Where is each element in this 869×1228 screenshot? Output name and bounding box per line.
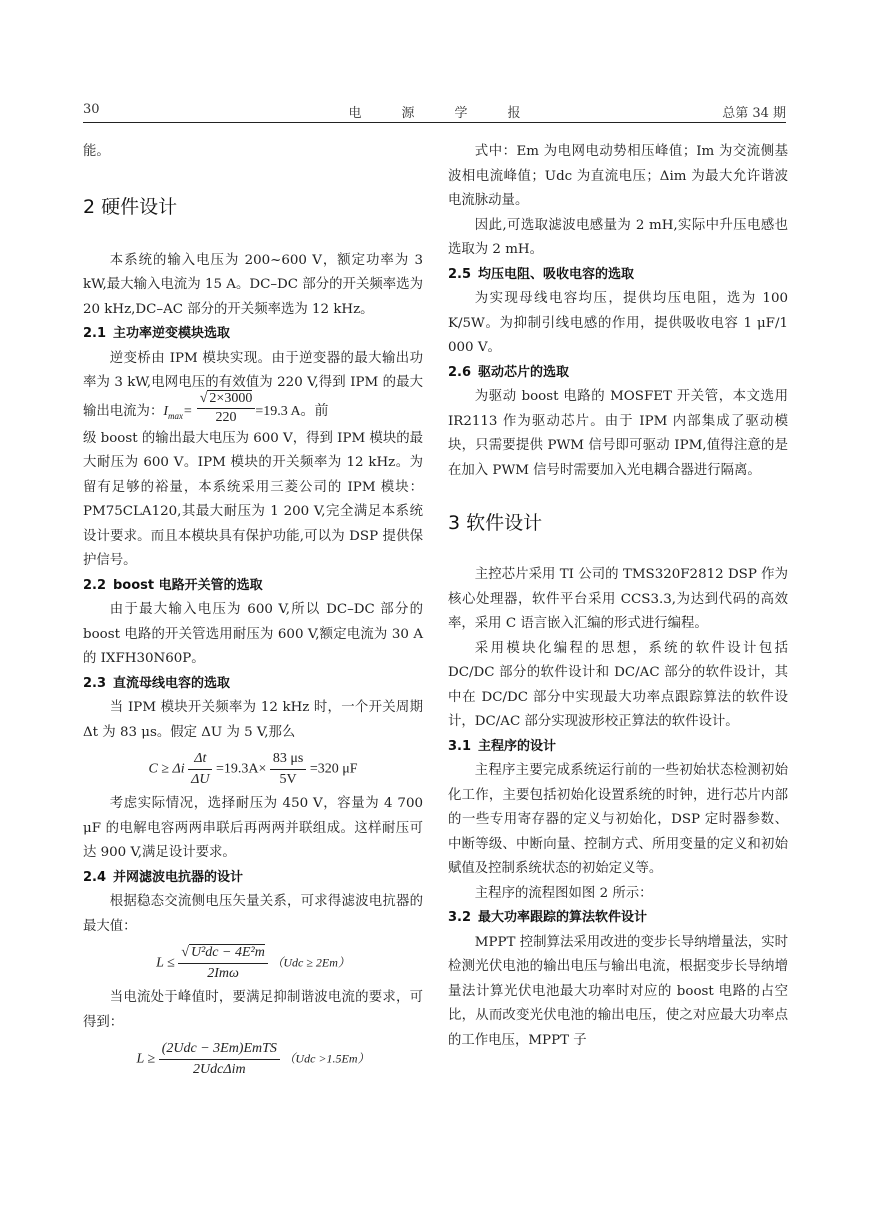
eq-subscript: max	[168, 410, 184, 421]
paragraph	[83, 347, 423, 427]
paragraph: 当电流处于峰值时，要满足抑制谐波电流的要求，可得到：	[83, 990, 423, 1030]
paragraph: 级 boost 的输出最大电压为 600 V，得到 IPM 模块的最大耐压为 600 V。IPM 模块的开关频率为 12 kHz。为留有足够的裕量，本系统采用三菱公司的 IPM 模块：PM75CLA120,其最大耐压为 1 200 V,完全满足本系统设计要求。而且本模块具有保护功能,可以为 DSP 提供保护信号。	[83, 430, 423, 568]
subsection-heading	[448, 361, 788, 386]
eq-fraction	[270, 749, 306, 790]
paragraph: 为驱动 boost 电路的 MOSFET 开关管，本文选用 IR2113 作为驱动芯片。由于 IPM 内部集成了驱动模块，只需要提供 PWM 信号即可驱动 IPM,值得注意的是在加入 PWM 信号时需要加入光电耦合器进行隔离。	[448, 389, 788, 478]
eq-numerator: √ 2×3000	[197, 390, 256, 409]
subsection-heading	[83, 322, 423, 347]
equation-fraction	[197, 390, 256, 427]
paragraph-text: 逆变桥由 IPM 模块实现。由于逆变器的最大输出功率为 3 kW,电网电压的有效值为 220 V,得到 IPM 的最大输出电流为：	[83, 350, 423, 419]
page-header	[83, 100, 786, 123]
right-column	[448, 140, 788, 1053]
subsection-number: 2.3	[83, 675, 107, 691]
subsection-number: 3.2	[448, 910, 472, 925]
subsection-number: 2.1	[83, 326, 107, 341]
eq-condition: （Udc ≥ 2Em）	[271, 955, 350, 970]
eq-symbol: I	[163, 403, 169, 419]
page-number: 30	[83, 102, 100, 117]
issue-number: 总第 34 期	[722, 106, 786, 121]
paragraph: 主程序主要完成系统运行前的一些初始状态检测初始化工作，主要包括初始化设置系统的时钟，进行芯片内部的一些专用寄存器的定义与初始化，DSP 定时器参数、中断等级、中断向量、控制方式、所用变量的定义和初始赋值及控制系统状态的初始定义等。	[448, 763, 788, 876]
equation-result: =19.3 A。前	[255, 403, 329, 419]
paragraph: 由于最大输入电压为 600 V,所以 DC–DC 部分的 boost 电路的开关管选用耐压为 600 V,额定电流为 30 A 的 IXFH30N60P。	[83, 602, 423, 666]
eq-numerator: (2Udc − 3Em)EmTS	[159, 1039, 280, 1060]
subsection-heading	[448, 735, 788, 760]
eq-fraction	[178, 943, 268, 984]
equation-inductance-max	[83, 943, 423, 984]
journal-title: 电源学报	[348, 106, 561, 121]
paragraph: 当 IPM 模块开关频率为 12 kHz 时，一个开关周期 Δt 为 83 μs。假定 ΔU 为 5 V,那么	[83, 700, 423, 740]
eq-denominator: 5V	[279, 772, 297, 787]
eq-fraction	[188, 749, 212, 790]
subsection-number: 2.4	[83, 869, 107, 885]
section-heading: 2 硬件设计	[83, 195, 178, 218]
subsection-heading	[83, 574, 423, 599]
subsection-title: boost 电路开关管的选取	[113, 577, 263, 593]
eq-denominator: 220	[215, 409, 237, 425]
paragraph: 因此,可选取滤波电感量为 2 mH,实际中升压电感也选取为 2 mH。	[448, 217, 788, 257]
equation-capacitance	[83, 749, 423, 790]
left-column	[83, 140, 423, 1082]
eq-denominator: 2Imω	[207, 966, 239, 981]
eq-part: C ≥ Δi	[148, 761, 185, 777]
subsection-title: 驱动芯片的选取	[478, 364, 570, 380]
subsection-title: 最大功率跟踪的算法软件设计	[478, 910, 648, 925]
eq-numerator: 83 μs	[270, 749, 306, 770]
eq-condition: （Udc >1.5Em）	[283, 1051, 370, 1066]
paragraph: MPPT 控制算法采用改进的变步长导纳增量法，实时检测光伏电池的输出电压与输出电流，根据变步长导纳增量法计算光伏电池最大功率时对应的 boost 电路的占空比，从而改变光伏电池的输出电压，使之对应最大功率点的工作电压，MPPT 子	[448, 934, 788, 1048]
eq-part: =320 μF	[309, 761, 358, 777]
section-heading: 3 软件设计	[448, 512, 543, 534]
eq-numerator: Δt	[188, 749, 212, 770]
eq-numerator: √ U²dc − 4E²m	[178, 943, 268, 964]
eq-part: L ≥	[136, 1051, 156, 1067]
eq-denominator: ΔU	[191, 772, 210, 787]
subsection-title: 并网滤波电抗器的设计	[113, 869, 244, 885]
subsection-title: 直流母线电容的选取	[113, 675, 231, 691]
eq-part: L ≤	[156, 955, 175, 971]
subsection-number: 2.5	[448, 266, 472, 282]
paragraph: 式中：Em 为电网电动势相压峰值；Im 为交流侧基波相电流峰值；Udc 为直流电压；Δim 为最大允许谐波电流脉动量。	[448, 144, 788, 208]
paragraph: 能。	[83, 144, 110, 159]
subsection-heading	[83, 866, 423, 891]
paragraph: 主控芯片采用 TI 公司的 TMS320F2812 DSP 作为核心处理器，软件平台采用 CCS3.3,为达到代码的高效率，采用 C 语言嵌入汇编的形式进行编程。	[448, 567, 788, 631]
subsection-number: 2.6	[448, 364, 472, 380]
equation-lhs: $I_{max}=$	[163, 403, 193, 421]
subsection-heading	[448, 263, 788, 288]
subsection-number: 3.1	[448, 738, 472, 754]
eq-part: =19.3A×	[215, 761, 267, 777]
paragraph: 采用模块化编程的思想，系统的软件设计包括 DC/DC 部分的软件设计和 DC/AC 部分的软件设计，其中在 DC/DC 部分中实现最大功率点跟踪算法的软件设计，DC/AC 部分实现波形校正算法的软件设计。	[448, 640, 788, 729]
eq-numerator-value: U²dc − 4E²m	[191, 945, 265, 960]
subsection-title: 均压电阻、吸收电容的选取	[478, 266, 635, 282]
eq-fraction	[159, 1039, 280, 1080]
equation-inductance-min	[83, 1039, 423, 1080]
subsection-title: 主程序的设计	[478, 738, 557, 754]
eq-denominator: 2UdcΔim	[193, 1062, 246, 1077]
paragraph: 根据稳态交流侧电压矢量关系，可求得滤波电抗器的最大值：	[83, 894, 423, 934]
subsection-heading	[83, 672, 423, 697]
subsection-title: 主功率逆变模块选取	[113, 326, 231, 341]
paragraph: 本系统的输入电压为 200~600 V，额定功率为 3 kW,最大输入电流为 15 A。DC–DC 部分的开关频率选为 20 kHz,DC–AC 部分的开关频率选为 12 kHz。	[83, 252, 423, 317]
subsection-number: 2.2	[83, 577, 107, 593]
eq-numerator-value: 2×3000	[209, 390, 253, 406]
paragraph: 考虑实际情况，选择耐压为 450 V，容量为 4 700 μF 的电解电容两两串联后再两两并联组成。这样耐压可达 900 V,满足设计要求。	[83, 796, 423, 860]
paragraph: 主程序的流程图如图 2 所示：	[474, 885, 653, 901]
paragraph: 为实现母线电容均压，提供均压电阻，选为 100 K/5W。为抑制引线电感的作用，提供吸收电容 1 μF/1 000 V。	[448, 291, 788, 355]
subsection-heading	[448, 906, 788, 931]
